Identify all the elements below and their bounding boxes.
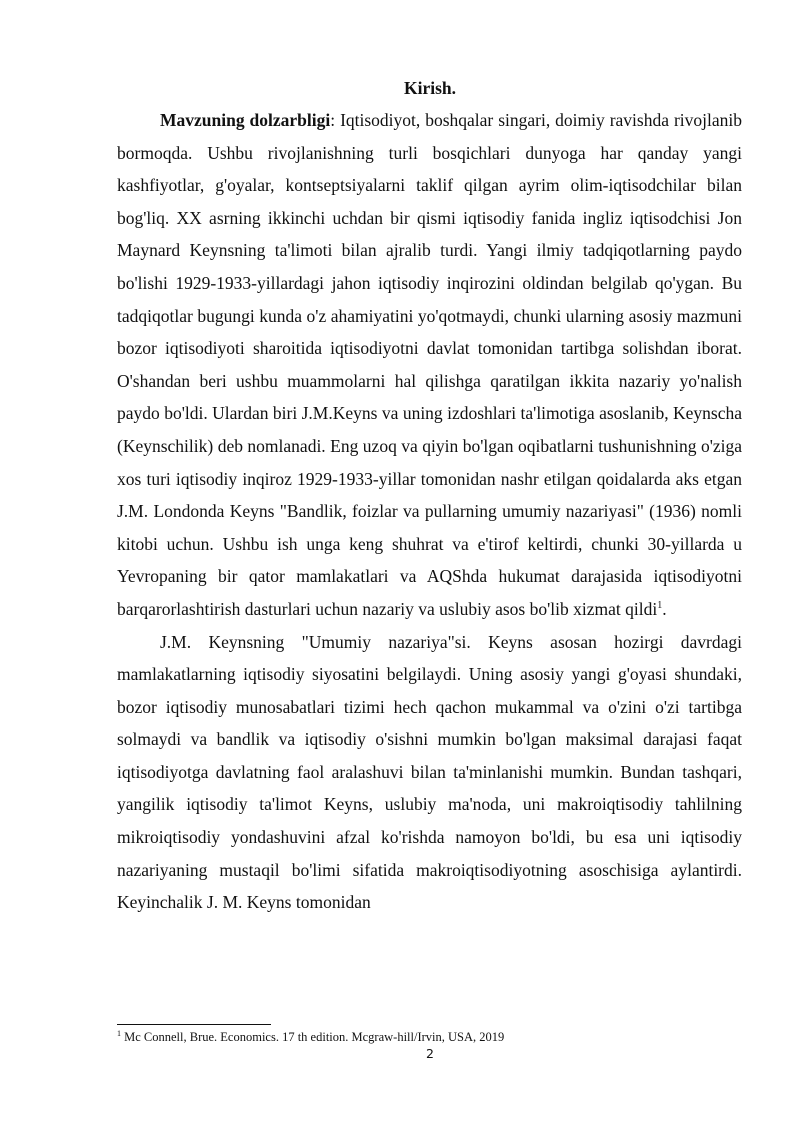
footnote-mark: 1 — [117, 1028, 121, 1038]
footnote-reference[interactable]: 1 — [657, 600, 663, 612]
paragraph-general-theory: J.M. Keynsning "Umumiy nazariya"si. Keyns asosan hozirgi davrdagi mamlakatlarning iqtisodiy siyosatini belgilaydi. Uning asosiy yangi g'oyasi shundaki, bozor iqtisodiy munosabatlari tizimi hech qachon mukammal va o'zini o'zi tartibga solmaydi va bandlik va iqtisodiy o'sishni mumkin bo'lgan maksimal darajasi faqat iqtisodiyotga davlatning faol aralashuvi bilan ta'minlanishi mumkin. Bundan tashqari, yangilik iqtisodiy ta'limot Keyns, uslubiy ma'noda, uni makroiqtisodiy tahlilning mikroiqtisodiy yondashuvini afzal ko'rishda namoyon bo'ldi, bu esa uni iqtisodiy nazariyaning mustaqil bo'limi sifatida makroiqtisodiyotning asoschisiga aylantirdi. Keyinchalik J. M. Keyns tomonidan — [117, 631, 742, 913]
body-text — [117, 104, 742, 919]
paragraph-lead-bold: Mavzuning dolzarbligi — [160, 110, 331, 130]
paragraph-relevance — [117, 104, 742, 626]
footnote-text: Mc Connell, Brue. Economics. 17 th edition. Mcgraw-hill/Irvin, USA, 2019 — [121, 1030, 505, 1044]
page-number: 2 — [426, 1046, 434, 1061]
section-title: Kirish. — [403, 78, 457, 98]
footnote-divider — [117, 1024, 271, 1025]
paragraph-relevance-text: : Iqtisodiyot, boshqalar singari, doimiy ravishda rivojlanib bormoqda. Ushbu rivojlanishning turli bosqichlari dunyoga har qanday yangi kashfiyotlar, g'oyalar, kontseptsiyalarni taklif qilgan ayrim olim-iqtisodchilar bilan bog'liq. XX asrning ikkinchi uchdan bir qismi iqtisodiy fanida ingliz iqtisodchisi Jon Maynard Keynsning ta'limoti bilan ajralib turdi. Yangi ilmiy tadqiqotlarning paydo bo'lishi 1929-1933-yillardagi jahon iqtisodiy inqirozini oldindan belgilab qo'ygan. Bu tadqiqotlar bugungi kunda o'z ahamiyatini yo'qotmaydi, chunki ularning asosiy mazmuni bozor iqtisodiyoti sharoitida iqtisodiyotni davlat tomonidan tartibga solishdan iborat. O'shandan beri ushbu muammolarni hal qilishga qaratilgan ikkita nazariy yo'nalish paydo bo'ldi. Ulardan biri J.M.Keyns va uning izdoshlari ta'limotiga asoslanib, Keynscha (Keynschilik) deb nomlanadi. Eng uzoq va qiyin bo'lgan oqibatlarni tushunishning o'ziga xos turi iqtisodiy inqiroz 1929-1933-yillar tomonidan nashr etilgan qoidalarda aks etgan J.M. Londonda Keyns "Bandlik, foizlar va pullarning umumiy nazariyasi" (1936) nomli kitobi uchun. Ushbu ish unga keng shuhrat va e'tirof keltirdi, chunki 30-yillarda u Yevropaning bir qator mamlakatlari va AQShda hukumat darajasida iqtisodiyotni barqarorlashtirish dasturlari uchun nazariy va uslubiy asos bo'lib xizmat qildi — [117, 110, 742, 619]
footnote — [117, 1030, 742, 1045]
paragraph-relevance-end: . — [662, 598, 667, 619]
